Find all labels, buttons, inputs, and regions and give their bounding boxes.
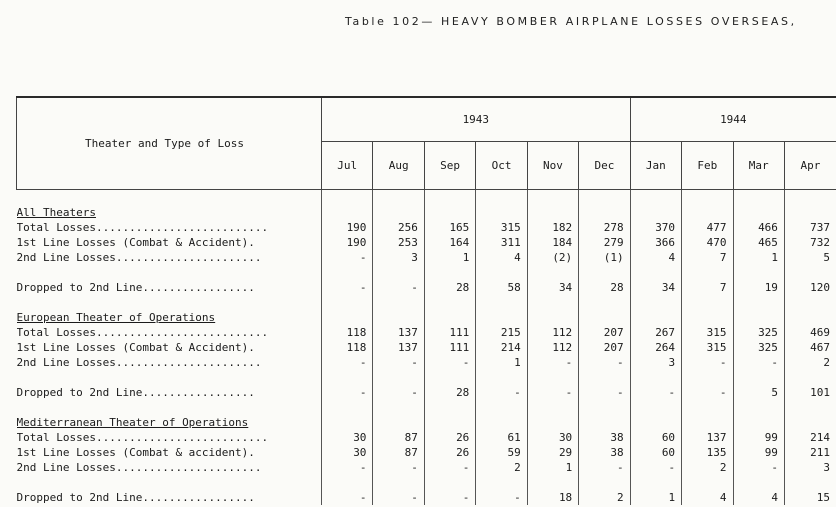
value-cell: 1 (733, 250, 784, 265)
spacer-cell (784, 415, 836, 430)
value-cell: 3 (630, 355, 681, 370)
spacer-cell (579, 205, 630, 220)
value-cell: - (527, 385, 578, 400)
spacer-cell (373, 295, 424, 310)
spacer-cell (784, 475, 836, 490)
value-cell: 30 (322, 430, 373, 445)
table-row (17, 355, 836, 370)
value-cell: (1) (579, 250, 630, 265)
value-cell: - (682, 385, 733, 400)
row-label: Dropped to 2nd Line................. (16, 386, 255, 399)
value-cell: - (373, 460, 424, 475)
value-cell: (2) (527, 250, 578, 265)
spacer-cell (784, 265, 836, 280)
spacer-cell (527, 265, 578, 280)
value-cell: - (527, 355, 578, 370)
value-cell: 137 (373, 325, 424, 340)
section-header-row (17, 205, 836, 220)
section-header-row (17, 310, 836, 325)
spacer-cell (322, 265, 373, 280)
spacer-row (17, 475, 836, 490)
value-cell: 467 (784, 340, 836, 355)
spacer-cell (373, 310, 424, 325)
table-row (17, 340, 836, 355)
spacer-cell (784, 190, 836, 206)
spacer-cell (630, 265, 681, 280)
month-header: Aug (373, 142, 424, 190)
month-header: Nov (527, 142, 578, 190)
spacer-cell (630, 415, 681, 430)
spacer-cell (579, 265, 630, 280)
spacer-cell (17, 295, 322, 310)
table-row (17, 445, 836, 460)
table-row (17, 490, 836, 505)
value-cell: 278 (579, 220, 630, 235)
value-cell: 118 (322, 325, 373, 340)
month-header: Oct (476, 142, 527, 190)
spacer-cell (682, 400, 733, 415)
spacer-cell (476, 415, 527, 430)
spacer-cell (784, 400, 836, 415)
row-label: Dropped to 2nd Line................. (16, 491, 255, 504)
value-cell: 165 (424, 220, 475, 235)
value-cell: 38 (579, 430, 630, 445)
losses-table (16, 96, 836, 505)
section-title: Mediterranean Theater of Operations (16, 416, 249, 429)
value-cell: 737 (784, 220, 836, 235)
value-cell: 732 (784, 235, 836, 250)
spacer-cell (784, 295, 836, 310)
spacer-cell (476, 205, 527, 220)
value-cell: 253 (373, 235, 424, 250)
value-cell: 30 (527, 430, 578, 445)
spacer-cell (373, 400, 424, 415)
spacer-cell (630, 370, 681, 385)
value-cell: 4 (682, 490, 733, 505)
spacer-cell (682, 295, 733, 310)
value-cell: 38 (579, 445, 630, 460)
spacer-cell (682, 190, 733, 206)
spacer-cell (630, 190, 681, 206)
spacer-cell (784, 370, 836, 385)
value-cell: - (322, 385, 373, 400)
month-header: Dec (579, 142, 630, 190)
section-header-row (17, 415, 836, 430)
value-cell: 215 (476, 325, 527, 340)
value-cell: 267 (630, 325, 681, 340)
spacer-cell (424, 400, 475, 415)
page-title: Table 102— HEAVY BOMBER AIRPLANE LOSSES OVERSEAS, (345, 15, 797, 28)
value-cell: 4 (476, 250, 527, 265)
spacer-cell (424, 295, 475, 310)
spacer-cell (424, 370, 475, 385)
year-header-row (17, 97, 836, 142)
value-cell: 111 (424, 325, 475, 340)
spacer-cell (373, 205, 424, 220)
row-label: 2nd Line Losses...................... (16, 251, 262, 264)
spacer-cell (579, 310, 630, 325)
value-cell: 34 (630, 280, 681, 295)
spacer-cell (476, 310, 527, 325)
value-cell: 315 (682, 325, 733, 340)
spacer-cell (527, 400, 578, 415)
spacer-cell (682, 265, 733, 280)
table-body (17, 190, 836, 506)
spacer-row (17, 400, 836, 415)
value-cell: 87 (373, 445, 424, 460)
value-cell: 26 (424, 445, 475, 460)
spacer-cell (424, 475, 475, 490)
value-cell: 28 (424, 385, 475, 400)
spacer-cell (373, 265, 424, 280)
value-cell: 182 (527, 220, 578, 235)
value-cell: 18 (527, 490, 578, 505)
value-cell: 2 (784, 355, 836, 370)
spacer-cell (527, 415, 578, 430)
spacer-cell (733, 475, 784, 490)
value-cell: 190 (322, 235, 373, 250)
spacer-cell (322, 415, 373, 430)
row-label: Total Losses.......................... (16, 221, 269, 234)
value-cell: 2 (476, 460, 527, 475)
value-cell: - (476, 490, 527, 505)
spacer-cell (682, 415, 733, 430)
spacer-cell (579, 400, 630, 415)
section-title: European Theater of Operations (16, 311, 216, 324)
value-cell: 465 (733, 235, 784, 250)
value-cell: 214 (784, 430, 836, 445)
value-cell: 61 (476, 430, 527, 445)
value-cell: - (373, 490, 424, 505)
value-cell: - (322, 460, 373, 475)
value-cell: - (322, 250, 373, 265)
spacer-cell (630, 400, 681, 415)
spacer-cell (17, 400, 322, 415)
value-cell: - (322, 355, 373, 370)
value-cell: 190 (322, 220, 373, 235)
value-cell: - (373, 385, 424, 400)
value-cell: 4 (733, 490, 784, 505)
spacer-cell (682, 370, 733, 385)
spacer-cell (322, 310, 373, 325)
value-cell: 7 (682, 280, 733, 295)
spacer-row (17, 265, 836, 280)
spacer-cell (322, 190, 373, 206)
value-cell: - (476, 385, 527, 400)
spacer-cell (424, 415, 475, 430)
value-cell: 470 (682, 235, 733, 250)
value-cell: 256 (373, 220, 424, 235)
spacer-cell (733, 310, 784, 325)
row-label: 1st Line Losses (Combat & Accident). (16, 236, 255, 249)
value-cell: - (424, 460, 475, 475)
spacer-cell (579, 415, 630, 430)
value-cell: - (579, 460, 630, 475)
value-cell: 207 (579, 325, 630, 340)
value-cell: 2 (579, 490, 630, 505)
spacer-cell (476, 265, 527, 280)
value-cell: - (579, 385, 630, 400)
spacer-cell (424, 310, 475, 325)
value-cell: 5 (733, 385, 784, 400)
value-cell: 58 (476, 280, 527, 295)
table-row (17, 430, 836, 445)
value-cell: 112 (527, 340, 578, 355)
spacer-cell (733, 265, 784, 280)
value-cell: - (424, 490, 475, 505)
value-cell: 315 (682, 340, 733, 355)
value-cell: 87 (373, 430, 424, 445)
value-cell: 101 (784, 385, 836, 400)
spacer-cell (476, 400, 527, 415)
year-header: 1944 (630, 97, 836, 142)
value-cell: 26 (424, 430, 475, 445)
spacer-cell (476, 475, 527, 490)
value-cell: 1 (527, 460, 578, 475)
spacer-cell (527, 295, 578, 310)
value-cell: 325 (733, 340, 784, 355)
spacer-cell (527, 205, 578, 220)
spacer-cell (630, 295, 681, 310)
value-cell: - (630, 385, 681, 400)
value-cell: - (682, 355, 733, 370)
spacer-cell (682, 475, 733, 490)
value-cell: 99 (733, 445, 784, 460)
spacer-cell (784, 310, 836, 325)
spacer-cell (322, 205, 373, 220)
spacer-cell (17, 265, 322, 280)
spacer-cell (579, 475, 630, 490)
row-label: Total Losses.......................... (16, 431, 269, 444)
value-cell: - (373, 280, 424, 295)
value-cell: 118 (322, 340, 373, 355)
value-cell: 19 (733, 280, 784, 295)
value-cell: 325 (733, 325, 784, 340)
spacer-cell (17, 475, 322, 490)
month-header: Sep (424, 142, 475, 190)
spacer-cell (476, 295, 527, 310)
spacer-cell (527, 310, 578, 325)
value-cell: 264 (630, 340, 681, 355)
value-cell: 184 (527, 235, 578, 250)
month-header: Jul (322, 142, 373, 190)
value-cell: - (579, 355, 630, 370)
spacer-cell (424, 265, 475, 280)
spacer-cell (17, 370, 322, 385)
spacer-cell (17, 190, 322, 206)
value-cell: 5 (784, 250, 836, 265)
table-row (17, 220, 836, 235)
value-cell: 7 (682, 250, 733, 265)
value-cell: 2 (682, 460, 733, 475)
stub-header: Theater and Type of Loss (17, 97, 322, 190)
value-cell: 214 (476, 340, 527, 355)
value-cell: 28 (579, 280, 630, 295)
table-row (17, 325, 836, 340)
value-cell: - (322, 280, 373, 295)
spacer-cell (424, 205, 475, 220)
spacer-cell (784, 205, 836, 220)
value-cell: 366 (630, 235, 681, 250)
table-row (17, 235, 836, 250)
month-header: Mar (733, 142, 784, 190)
value-cell: 120 (784, 280, 836, 295)
spacer-cell (579, 295, 630, 310)
spacer-cell (733, 190, 784, 206)
spacer-cell (527, 370, 578, 385)
value-cell: 15 (784, 490, 836, 505)
value-cell: 466 (733, 220, 784, 235)
spacer-cell (424, 190, 475, 206)
month-header: Feb (682, 142, 733, 190)
table-row (17, 385, 836, 400)
value-cell: 469 (784, 325, 836, 340)
spacer-cell (527, 475, 578, 490)
value-cell: - (733, 355, 784, 370)
value-cell: 99 (733, 430, 784, 445)
value-cell: - (322, 490, 373, 505)
spacer-cell (733, 205, 784, 220)
value-cell: 137 (682, 430, 733, 445)
value-cell: 164 (424, 235, 475, 250)
row-label: 1st Line Losses (Combat & accident). (16, 446, 255, 459)
value-cell: - (733, 460, 784, 475)
value-cell: 1 (424, 250, 475, 265)
table-row (17, 280, 836, 295)
value-cell: 3 (373, 250, 424, 265)
value-cell: 477 (682, 220, 733, 235)
value-cell: 111 (424, 340, 475, 355)
spacer-cell (682, 205, 733, 220)
value-cell: 207 (579, 340, 630, 355)
spacer-cell (682, 310, 733, 325)
value-cell: 1 (630, 490, 681, 505)
value-cell: 60 (630, 445, 681, 460)
spacer-cell (476, 370, 527, 385)
row-label: Total Losses.......................... (16, 326, 269, 339)
spacer-cell (527, 190, 578, 206)
value-cell: 315 (476, 220, 527, 235)
row-label: 2nd Line Losses...................... (16, 356, 262, 369)
value-cell: 59 (476, 445, 527, 460)
spacer-row (17, 370, 836, 385)
spacer-cell (630, 205, 681, 220)
spacer-cell (322, 475, 373, 490)
value-cell: 60 (630, 430, 681, 445)
value-cell: - (630, 460, 681, 475)
spacer-cell (733, 415, 784, 430)
row-label: 1st Line Losses (Combat & Accident). (16, 341, 255, 354)
spacer-cell (373, 475, 424, 490)
value-cell: 1 (476, 355, 527, 370)
value-cell: 211 (784, 445, 836, 460)
value-cell: 28 (424, 280, 475, 295)
value-cell: - (373, 355, 424, 370)
spacer-cell (322, 370, 373, 385)
value-cell: 112 (527, 325, 578, 340)
value-cell: 311 (476, 235, 527, 250)
value-cell: 370 (630, 220, 681, 235)
value-cell: 137 (373, 340, 424, 355)
spacer-cell (733, 295, 784, 310)
value-cell: 135 (682, 445, 733, 460)
spacer-cell (322, 295, 373, 310)
spacer-cell (733, 370, 784, 385)
spacer-cell (322, 400, 373, 415)
value-cell: 34 (527, 280, 578, 295)
spacer-cell (579, 370, 630, 385)
spacer-cell (630, 475, 681, 490)
spacer-cell (373, 415, 424, 430)
value-cell: 4 (630, 250, 681, 265)
month-header: Apr (784, 142, 836, 190)
spacer-cell (373, 190, 424, 206)
month-header: Jan (630, 142, 681, 190)
spacer-cell (733, 400, 784, 415)
value-cell: 279 (579, 235, 630, 250)
section-title: All Theaters (16, 206, 96, 219)
spacer-cell (476, 190, 527, 206)
value-cell: 3 (784, 460, 836, 475)
spacer-cell (373, 370, 424, 385)
row-label: 2nd Line Losses...................... (16, 461, 262, 474)
row-label: Dropped to 2nd Line................. (16, 281, 255, 294)
spacer-cell (630, 310, 681, 325)
spacer-row (17, 295, 836, 310)
value-cell: - (424, 355, 475, 370)
spacer-row (17, 190, 836, 206)
table-row (17, 250, 836, 265)
year-header: 1943 (322, 97, 631, 142)
spacer-cell (579, 190, 630, 206)
value-cell: 29 (527, 445, 578, 460)
table-row (17, 460, 836, 475)
value-cell: 30 (322, 445, 373, 460)
